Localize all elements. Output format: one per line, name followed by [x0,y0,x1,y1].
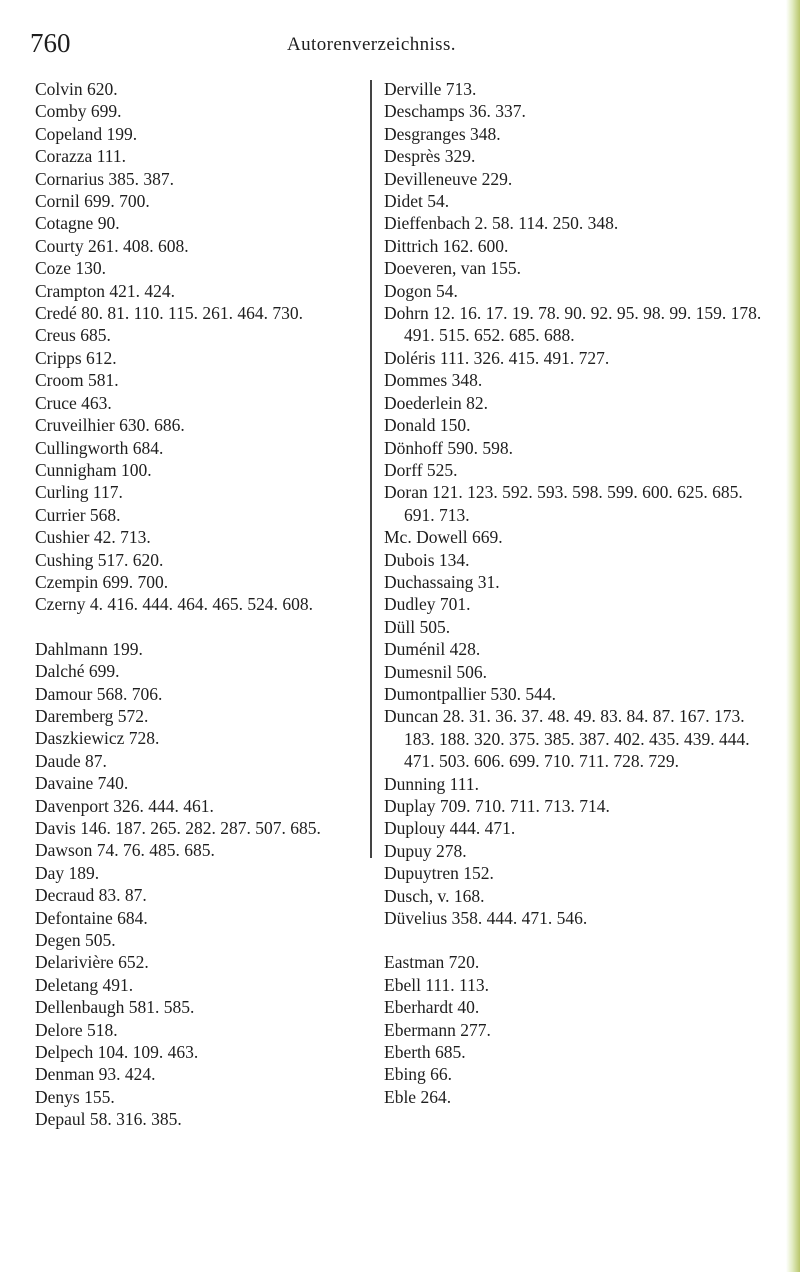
index-entry: Davaine 740. [35,773,129,794]
index-entry: Davenport 326. 444. 461. [35,795,214,816]
index-entry: Comby 699. [35,101,122,122]
index-entry: Dommes 348. [384,370,483,391]
index-entry: Copeland 199. [35,123,138,144]
index-entry: Dönhoff 590. 598. [384,437,513,458]
index-entry: Düvelius 358. 444. 471. 546. [384,908,588,929]
index-entry: Czempin 699. 700. [35,571,169,592]
index-entry: Delore 518. [35,1019,118,1040]
index-entry: Cunnigham 100. [35,459,152,480]
index-entry: Crampton 421. 424. [35,280,175,301]
index-entry: Dubois 134. [384,549,470,570]
index-entry: Devilleneuve 229. [384,168,513,189]
page-edge [786,0,800,1272]
index-entry: Dorff 525. [384,459,458,480]
index-entry: Dellenbaugh 581. 585. [35,997,195,1018]
index-entry: Dohrn 12. 16. 17. 19. 78. 90. 92. 95. 98. 99. 159. 178. 491. 515. 652. 685. 688. [384,303,762,346]
index-entry: Duplay 709. 710. 711. 713. 714. [384,796,610,816]
index-entry: Duncan 28. 31. 36. 37. 48. 49. 83. 84. 87. 167. 173. 183. 188. 320. 375. 385. 387. 402. 435. 439. 444. 471. 503. 606. 699. 710. 711. 728. 729. [384,706,750,772]
index-entry: Cruveilhier 630. 686. [35,415,185,436]
index-entry: Denys 155. [35,1086,115,1107]
index-entry: Creus 685. [35,325,111,346]
index-entry: Düll 505. [384,616,451,637]
index-entry: Cornarius 385. 387. [35,168,175,189]
index-entry: Curling 117. [35,482,123,503]
index-entry: Daude 87. [35,750,107,771]
index-entry: Depaul 58. 316. 385. [35,1109,182,1130]
index-entry: Defontaine 684. [35,907,148,928]
index-entry: Day 189. [35,862,100,883]
index-entry: Cornil 699. 700. [35,191,150,212]
index-entry: Currier 568. [35,504,121,525]
index-entry: Ebermann 277. [384,1019,491,1040]
index-entry: Mc. Dowell 669. [384,527,503,548]
index-entry: Dittrich 162. 600. [384,235,509,256]
index-entry: Damour 568. 706. [35,683,163,704]
index-entry: Cullingworth 684. [35,437,164,458]
index-entry: Davis 146. 187. 265. 282. 287. 507. 685. [35,818,321,838]
index-entry: Dalché 699. [35,661,120,682]
section-gap [35,616,365,638]
index-entry: Czerny 4. 416. 444. 464. 465. 524. 608. [35,594,314,615]
index-entry: Daremberg 572. [35,705,149,726]
index-entry: Dunning 111. [384,773,479,794]
index-entry: Eberth 685. [384,1042,466,1063]
index-entry: Daszkiewicz 728. [35,728,160,749]
section-gap [384,929,769,951]
index-entry: Denman 93. 424. [35,1064,156,1085]
index-entry: Ebing 66. [384,1064,453,1085]
index-entry: Eastman 720. [384,952,480,973]
index-entry: Dupuytren 152. [384,863,494,884]
index-column-left [35,78,365,1131]
index-entry: Dawson 74. 76. 485. 685. [35,840,215,861]
index-entry: Ebell 111. 113. [384,974,489,995]
index-entry: Cruce 463. [35,392,112,413]
index-entry: Doederlein 82. [384,392,488,413]
index-column-right [384,78,769,1108]
index-entry: Dusch, v. 168. [384,885,485,906]
index-entry: Desprès 329. [384,146,476,167]
index-entry: Doeveren, van 155. [384,258,522,279]
index-entry: Deletang 491. [35,974,134,995]
index-entry: Dieffenbach 2. 58. 114. 250. 348. [384,213,619,234]
index-entry: Doran 121. 123. 592. 593. 598. 599. 600. 625. 685. 691. 713. [384,482,743,525]
index-entry: Donald 150. [384,415,471,436]
index-entry: Cotagne 90. [35,213,120,234]
index-entry: Courty 261. 408. 608. [35,235,189,256]
index-entry: Degen 505. [35,930,116,951]
index-entry: Duplouy 444. 471. [384,818,516,839]
index-entry: Dumontpallier 530. 544. [384,683,557,704]
page-number: 760 [30,28,71,58]
index-entry: Credé 80. 81. 110. 115. 261. 464. 730. [35,303,303,324]
index-entry: Corazza 111. [35,146,127,167]
index-entry: Cripps 612. [35,347,117,368]
page-heading: Autorenverzeichniss. [287,34,456,55]
index-entry: Cushier 42. 713. [35,527,151,548]
index-entry: Deschamps 36. 337. [384,101,526,122]
index-entry: Delarivière 652. [35,952,149,973]
index-entry: Dogon 54. [384,280,458,301]
index-entry: Cushing 517. 620. [35,549,164,570]
index-entry: Eble 264. [384,1086,452,1107]
index-entry: Derville 713. [384,79,477,99]
index-entry: Croom 581. [35,370,119,391]
index-entry: Decraud 83. 87. [35,885,147,906]
index-entry: Didet 54. [384,191,450,212]
index-entry: Dupuy 278. [384,840,467,861]
index-entry: Dudley 701. [384,594,471,615]
index-entry: Dahlmann 199. [35,638,143,659]
index-entry: Colvin 620. [35,79,118,99]
index-entry: Desgranges 348. [384,123,501,144]
index-entry: Duménil 428. [384,639,481,660]
index-entry: Dumesnil 506. [384,661,488,682]
index-entry: Eberhardt 40. [384,997,480,1018]
index-entry: Coze 130. [35,258,106,279]
index-entry: Doléris 111. 326. 415. 491. 727. [384,347,610,368]
index-entry: Duchassaing 31. [384,571,500,592]
column-divider [370,80,372,858]
index-entry: Delpech 104. 109. 463. [35,1042,199,1063]
